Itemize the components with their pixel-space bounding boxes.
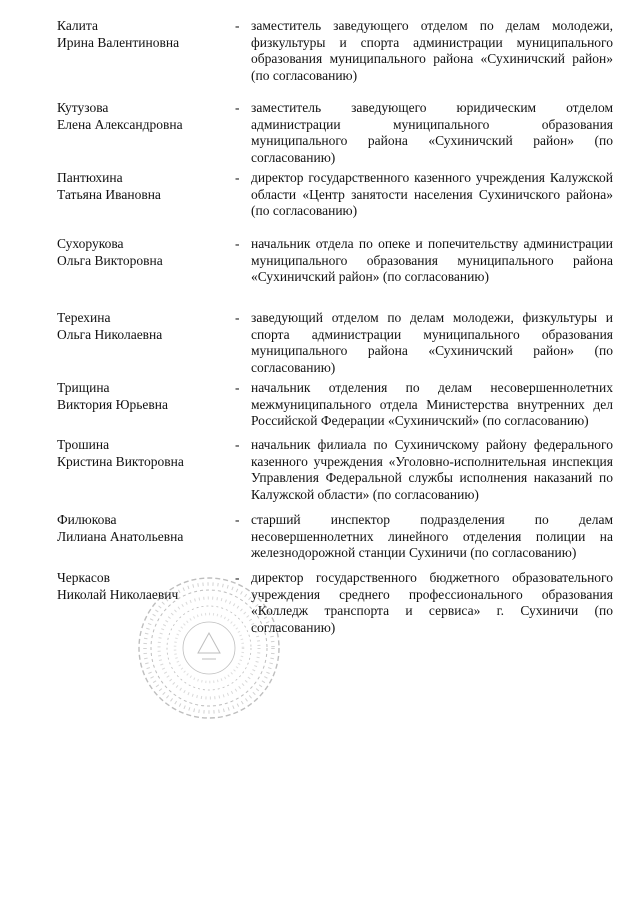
person-name bbox=[57, 100, 235, 166]
list-item bbox=[57, 100, 613, 166]
position-description: директор государственного бюджетного образовательного учреждения среднего профессионального образования «Колледж транспорта и сервиса» г. Сухиничи (по согласованию) bbox=[251, 570, 613, 635]
surname: Пантюхина bbox=[57, 170, 123, 185]
person-name bbox=[57, 170, 235, 220]
dash: - bbox=[235, 170, 240, 185]
surname: Терехина bbox=[57, 310, 111, 325]
position-description: заместитель заведующего юридическим отделом администрации муниципального образования муниципального района «Сухиничский район» (по согласованию) bbox=[251, 100, 613, 165]
list-item bbox=[57, 170, 613, 220]
list-item bbox=[57, 18, 613, 84]
person-name bbox=[57, 437, 235, 503]
surname: Калита bbox=[57, 18, 98, 33]
given-names: Ольга Викторовна bbox=[57, 252, 163, 268]
person-name bbox=[57, 18, 235, 84]
given-names: Ирина Валентиновна bbox=[57, 34, 180, 50]
dash: - bbox=[235, 380, 240, 395]
dash: - bbox=[235, 18, 240, 33]
position-description: директор государственного казенного учреждения Калужской области «Центр занятости населения Сухиничского района» (по согласованию) bbox=[251, 170, 613, 218]
given-names: Лилиана Анатольевна bbox=[57, 528, 184, 544]
dash: - bbox=[235, 310, 240, 325]
given-names: Ольга Николаевна bbox=[57, 326, 163, 342]
surname: Трошина bbox=[57, 437, 110, 452]
list-item bbox=[57, 437, 613, 503]
official-seal-icon bbox=[136, 575, 282, 721]
list-item bbox=[57, 380, 613, 430]
position-description: начальник отдела по опеке и попечительству администрации муниципального образования муниципального района «Сухиничский район» (по согласованию) bbox=[251, 236, 613, 284]
position-description: начальник отделения по делам несовершеннолетних межмуниципального отдела Министерства внутренних дел Российской Федерации «Сухиничский» (по согласованию) bbox=[251, 380, 613, 428]
surname: Трищина bbox=[57, 380, 110, 395]
person-name bbox=[57, 512, 235, 562]
given-names: Елена Александровна bbox=[57, 116, 183, 132]
list-item bbox=[57, 310, 613, 376]
surname: Филюкова bbox=[57, 512, 117, 527]
position-description: старший инспектор подразделения по делам несовершеннолетних линейного отделения полиции на железнодорожной станции Сухиничи (по согласованию) bbox=[251, 512, 613, 560]
given-names: Виктория Юрьевна bbox=[57, 396, 169, 412]
surname: Черкасов bbox=[57, 570, 110, 585]
position-description: заместитель заведующего отделом по делам молодежи, физкультуры и спорта администрации муниципального образования муниципального района «Сухиничский район» (по согласованию) bbox=[251, 18, 613, 83]
dash: - bbox=[235, 236, 240, 251]
list-item bbox=[57, 512, 613, 562]
person-name bbox=[57, 380, 235, 430]
dash: - bbox=[235, 570, 240, 585]
list-item bbox=[57, 236, 613, 286]
surname: Кутузова bbox=[57, 100, 109, 115]
given-names: Татьяна Ивановна bbox=[57, 186, 161, 202]
dash: - bbox=[235, 437, 240, 452]
position-description: заведующий отделом по делам молодежи, физкультуры и спорта администрации муниципального образования муниципального района «Сухиничский район» (по согласованию) bbox=[251, 310, 613, 375]
given-names: Николай Николаевич bbox=[57, 586, 179, 602]
dash: - bbox=[235, 512, 240, 527]
position-description: начальник филиала по Сухиничскому району федерального казенного учреждения «Уголовно-исполнительная инспекция Управления Федеральной службы исполнения наказаний по Калужской области» (по согласованию) bbox=[251, 437, 613, 502]
person-name bbox=[57, 310, 235, 376]
given-names: Кристина Викторовна bbox=[57, 453, 184, 469]
surname: Сухорукова bbox=[57, 236, 124, 251]
person-name bbox=[57, 236, 235, 286]
dash: - bbox=[235, 100, 240, 115]
